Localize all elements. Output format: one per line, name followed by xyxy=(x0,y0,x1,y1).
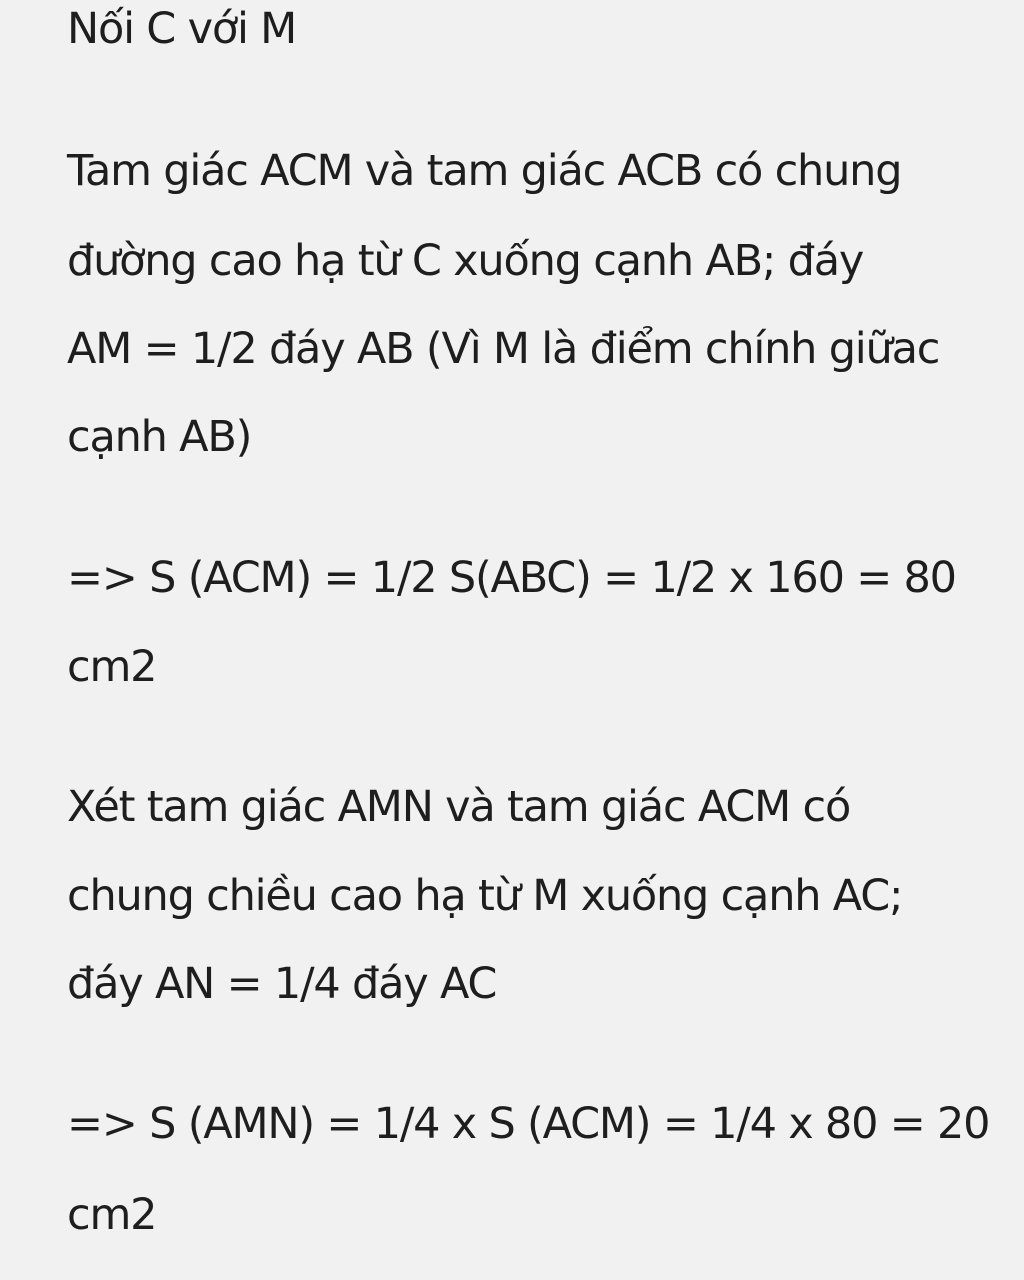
text-line-height-from-c: đường cao hạ từ C xuống cạnh AB; đáy xyxy=(67,236,864,286)
text-line-triangles-acm-acb: Tam giác ACM và tam giác ACB có chung xyxy=(67,146,902,196)
text-line-height-from-m: chung chiều cao hạ từ M xuống cạnh AC; xyxy=(67,871,903,921)
text-line-base-am: AM = 1/2 đáy AB (Vì M là điểm chính giữac xyxy=(67,324,940,374)
text-line-connect-c-m: Nối C với M xyxy=(67,4,297,54)
text-line-area-amn: => S (AMN) = 1/4 x S (ACM) = 1/4 x 80 = 20 xyxy=(67,1099,990,1149)
text-line-base-an: đáy AN = 1/4 đáy AC xyxy=(67,959,497,1009)
text-line-unit-cm2: cm2 xyxy=(67,642,157,692)
text-line-area-acm: => S (ACM) = 1/2 S(ABC) = 1/2 x 160 = 80 xyxy=(67,553,956,603)
text-line-triangles-amn-acm: Xét tam giác AMN và tam giác ACM có xyxy=(67,782,851,832)
text-line-unit-cm2-final: cm2 xyxy=(67,1190,157,1240)
text-line-side-ab: cạnh AB) xyxy=(67,412,252,462)
